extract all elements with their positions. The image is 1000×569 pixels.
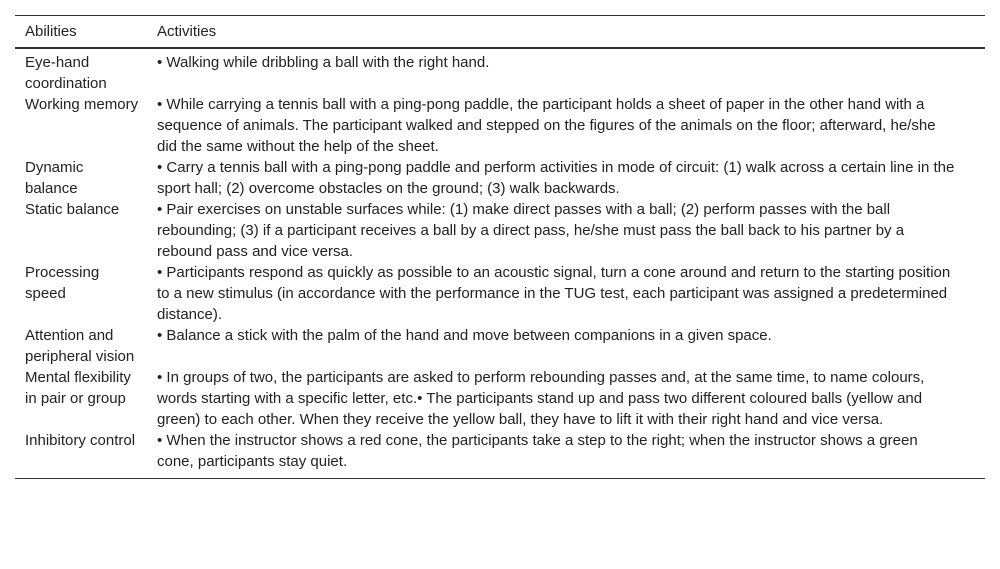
table-row [15, 325, 985, 367]
table-row [15, 157, 985, 199]
activity-cell: • While carrying a tennis ball with a ping-pong paddle, the participant holds a sheet of paper in the other hand with a sequence of animals. The participant walked and stepped on the figures of the animals on the floor; afterward, he/she did the same without the help of the sheet. [157, 96, 936, 155]
ability-cell: Static balance [25, 201, 120, 218]
ability-cell: Dynamic balance [25, 159, 84, 197]
header-abilities: Abilities [25, 23, 77, 40]
activity-cell: • Carry a tennis ball with a ping-pong paddle and perform activities in mode of circuit: (1) walk across a certain line in the sport hall; (2) overcome obstacles on the ground; (3) walk backwards. [157, 159, 955, 197]
activity-cell: • Pair exercises on unstable surfaces while: (1) make direct passes with a ball; (2) perform passes with the ball rebounding; (3) if a participant receives a ball by a direct pass, he/she must pass the ball back to his partner by a rebound pass and vice versa. [157, 201, 905, 260]
ability-cell: Inhibitory control [25, 432, 136, 449]
ability-cell: Working memory [25, 96, 139, 113]
ability-cell: Attention and peripheral vision [25, 327, 135, 365]
activity-cell: • In groups of two, the participants are asked to perform rebounding passes and, at the same time, to name colours, words starting with a specific letter, etc.• The participants stand up and pass two different coloured balls (yellow and green) to each other. When they receive the yellow ball, they have to lift it with their right hand and vice versa. [157, 369, 925, 428]
abilities-activities-table [15, 15, 985, 479]
ability-cell: Mental flexibility in pair or group [25, 369, 131, 407]
header-activities: Activities [157, 23, 217, 40]
activity-cell: • When the instructor shows a red cone, the participants take a step to the right; when the instructor shows a green cone, participants stay quiet. [157, 432, 918, 470]
activity-cell: • Participants respond as quickly as possible to an acoustic signal, turn a cone around and return to the starting position to a new stimulus (in accordance with the performance in the TUG test, each participant was assigned a predetermined distance). [157, 264, 951, 323]
table-header-row [15, 16, 985, 49]
ability-cell: Eye-hand coordination [25, 54, 107, 92]
table-row [15, 262, 985, 325]
table-row [15, 199, 985, 262]
table-row [15, 48, 985, 94]
table-row [15, 367, 985, 430]
activity-cell: • Walking while dribbling a ball with the right hand. [157, 54, 490, 71]
abilities-activities-table-container [15, 15, 985, 479]
table-row [15, 94, 985, 157]
ability-cell: Processing speed [25, 264, 100, 302]
table-body [15, 48, 985, 479]
table-row [15, 430, 985, 479]
table-header [15, 16, 985, 49]
activity-cell: • Balance a stick with the palm of the hand and move between companions in a given space. [157, 327, 772, 344]
